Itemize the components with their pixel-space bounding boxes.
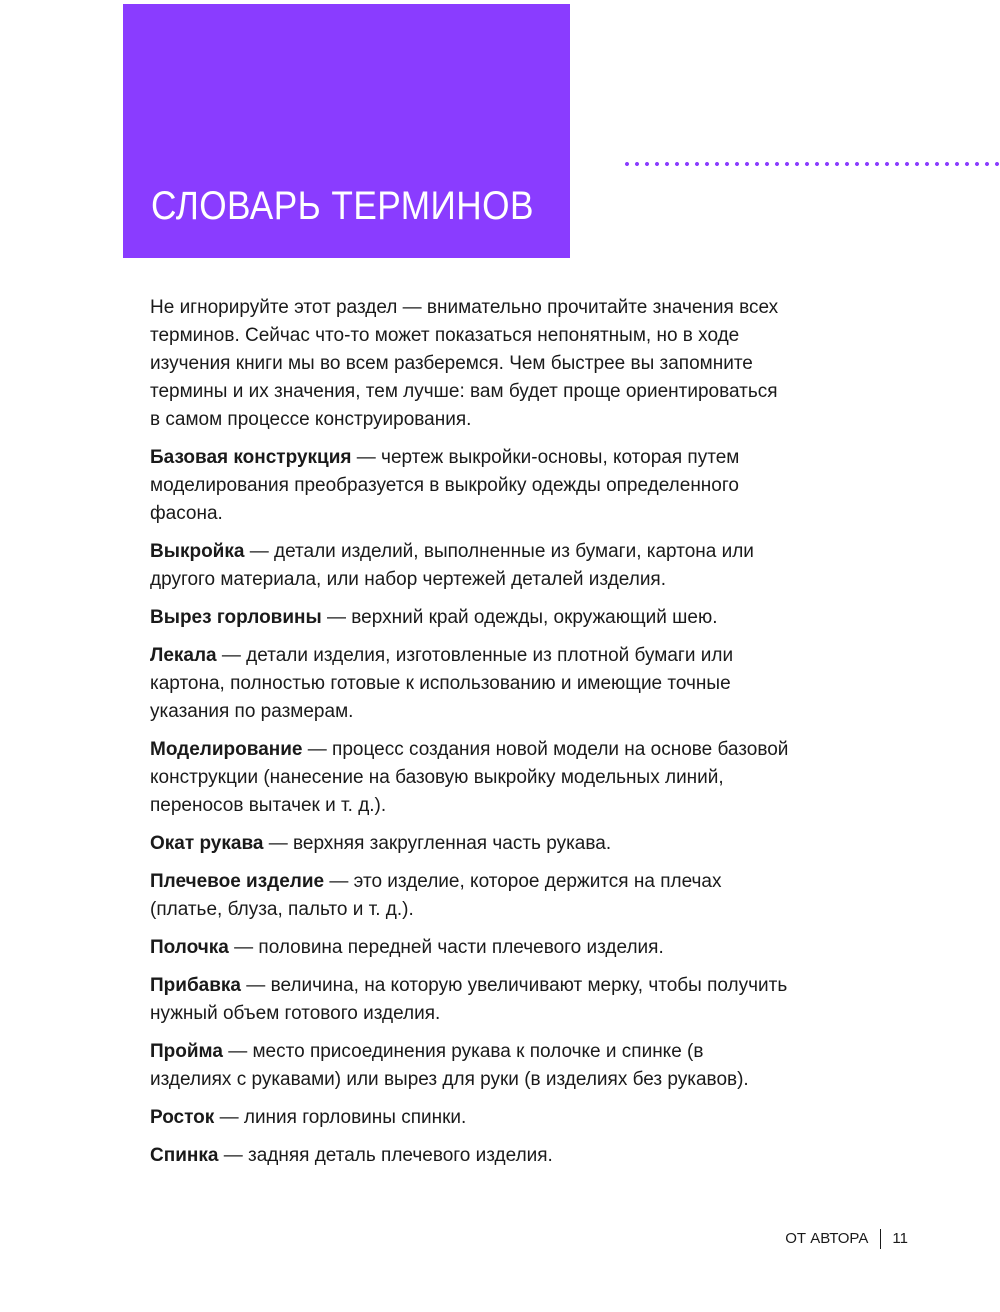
glossary-definition: — задняя деталь плечевого изделия. (218, 1145, 553, 1166)
glossary-term: Окат рукава (150, 833, 264, 854)
glossary-entry (150, 444, 790, 528)
glossary-entry (150, 1038, 790, 1094)
page-title: СЛОВАРЬ ТЕРМИНОВ (151, 184, 534, 228)
glossary-definition: — половина передней части плечевого изделия. (228, 937, 664, 958)
page-footer (785, 1229, 908, 1249)
glossary-definition: — детали изделий, выполненные из бумаги, картона или другого материала, или набор чертежей деталей изделия. (150, 541, 754, 590)
glossary-definition: — это изделие, которое держится на плечах (платье, блуза, пальто и т. д.). (150, 871, 722, 920)
title-banner (123, 4, 570, 258)
glossary-term: Вырез горловины (150, 607, 322, 628)
footer-separator (880, 1229, 881, 1249)
glossary-term: Пройма (150, 1041, 223, 1062)
glossary-entry (150, 538, 790, 594)
glossary-definition: — верхний край одежды, окружающий шею. (321, 607, 718, 628)
glossary-entry (150, 972, 790, 1028)
glossary-definition: — процесс создания новой модели на основе базовой конструкции (нанесение на базовую выкройку модельных линий, переносов вытачек и т. д.). (150, 739, 789, 816)
glossary-term: Спинка (150, 1145, 219, 1166)
glossary-entry (150, 736, 790, 820)
glossary-entry (150, 934, 790, 962)
footer-section-label: ОТ АВТОРА (785, 1230, 869, 1247)
glossary-definition: — место присоединения рукава к полочке и спинке (в изделиях с рукавами) или вырез для руки (в изделиях без рукавов). (150, 1041, 749, 1090)
glossary-definition: — детали изделия, изготовленные из плотной бумаги или картона, полностью готовые к использованию и имеющие точные указания по размерам. (150, 645, 734, 722)
glossary-entry (150, 1104, 790, 1132)
glossary-content (150, 294, 790, 1180)
glossary-definition: — верхняя закругленная часть рукава. (263, 833, 612, 854)
intro-paragraph: Не игнорируйте этот раздел — внимательно прочитайте значения всех терминов. Сейчас что-то может показаться непонятным, но в ходе изучения книги мы во всем разберемся. Чем быстрее вы запомните термины и их значения, тем лучше: вам будет проще ориентироваться в самом процессе конструирования. (150, 297, 779, 430)
glossary-term: Плечевое изделие (150, 871, 325, 892)
dotted-divider (622, 161, 1000, 167)
glossary-term: Полочка (150, 937, 229, 958)
glossary-term: Базовая конструкция (150, 447, 352, 468)
glossary-term: Росток (150, 1107, 215, 1128)
glossary-definition: — линия горловины спинки. (214, 1107, 467, 1128)
glossary-term: Прибавка (150, 975, 242, 996)
glossary-definition: — чертеж выкройки-основы, которая путем моделирования преобразуется в выкройку одежды определенного фасона. (150, 447, 740, 524)
glossary-term: Моделирование (150, 739, 303, 760)
glossary-term: Выкройка (150, 541, 245, 562)
glossary-entry (150, 1142, 790, 1170)
page-number: 11 (892, 1230, 908, 1247)
glossary-entry (150, 868, 790, 924)
glossary-definition: — величина, на которую увеличивают мерку, чтобы получить нужный объем готового изделия. (150, 975, 788, 1024)
glossary-entry (150, 830, 790, 858)
glossary-entry (150, 642, 790, 726)
glossary-term: Лекала (150, 645, 217, 666)
glossary-entry (150, 604, 790, 632)
